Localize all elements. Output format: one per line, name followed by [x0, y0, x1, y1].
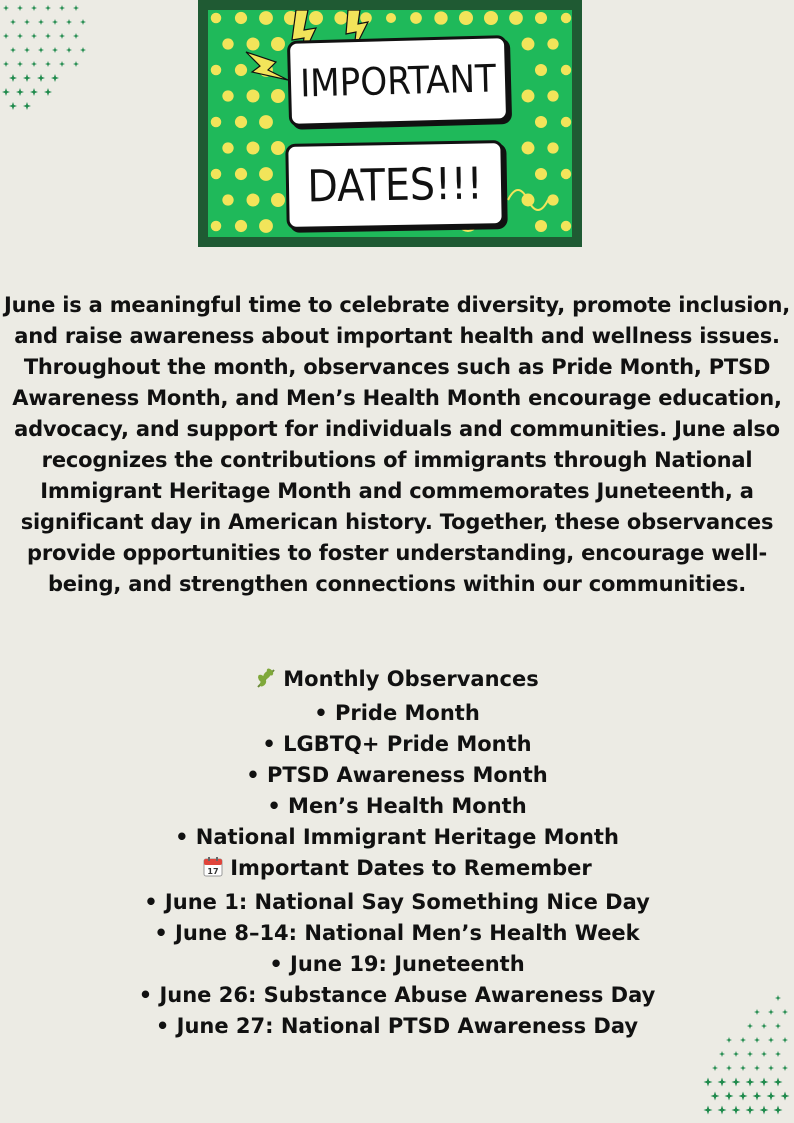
herb-icon: [255, 667, 277, 698]
halftone-dot: [211, 13, 222, 24]
list-item: • June 27: National PTSD Awareness Day: [155, 1014, 639, 1038]
sparkle-star: [16, 88, 24, 96]
halftone-dot: [309, 11, 323, 25]
sparkle-star: [747, 1051, 753, 1057]
halftone-dot: [535, 116, 547, 128]
sparkle-star: [704, 1106, 713, 1115]
halftone-dot: [547, 194, 558, 205]
calendar-icon: [202, 856, 224, 887]
halftone-dot: [247, 90, 260, 103]
halftone-dot: [211, 65, 222, 76]
sparkle-star: [767, 1092, 776, 1101]
halftone-dot: [561, 13, 571, 23]
halftone-dot: [535, 12, 547, 24]
sparkle-star: [38, 19, 44, 25]
sparkle-star: [73, 5, 79, 11]
list-item: • June 19: Juneteenth: [269, 952, 525, 976]
sparkle-star: [754, 1065, 760, 1071]
sparkle-star: [9, 102, 17, 110]
sparkle-icon: [0, 0, 90, 120]
sparkle-star: [17, 61, 23, 67]
sparkle-star: [31, 33, 37, 39]
observances-list: [0, 664, 794, 1042]
halftone-dot: [235, 12, 247, 24]
halftone-dot: [259, 219, 273, 233]
monthly-observances-heading: [0, 664, 794, 698]
sparkle-star: [740, 1065, 746, 1071]
sparkle-star: [17, 33, 23, 39]
sparkle-star: [739, 1092, 748, 1101]
halftone-dot: [271, 141, 285, 155]
sparkle-star: [23, 74, 31, 82]
halftone-dot: [271, 193, 285, 207]
list-item: • June 8–14: National Men’s Health Week: [154, 921, 640, 945]
sparkle-star: [37, 74, 45, 82]
halftone-dot: [247, 142, 260, 155]
halftone-dot: [535, 220, 547, 232]
halftone-dot: [522, 142, 535, 155]
halftone-dot: [484, 11, 498, 25]
sparkle-star: [782, 1065, 788, 1071]
sparkle-star: [51, 74, 59, 82]
intro-text: June is a meaningful time to celebrate diversity, promote inclusion, and raise awareness about important health and wellness issues. Throughout the month, observances such as Pride Month, PTSD Awareness Month, and Men’s Health Month encourage education, advocacy, and support for individuals and communities. June also recognizes the contributions of immigrants through National Immigrant Heritage Month and commemorates Juneteenth, a significant day in American history. Together, these observances provide opportunities to foster understanding, encourage well-being, and strengthen connections within our communities.: [3, 293, 791, 596]
sparkle-star: [718, 1078, 727, 1087]
halftone-dot: [459, 11, 473, 25]
halftone-dot: [410, 12, 422, 24]
halftone-dot: [247, 38, 260, 51]
banner-background: [208, 10, 572, 237]
list-item: • LGBTQ+ Pride Month: [262, 732, 532, 756]
list-item: • National Immigrant Heritage Month: [175, 825, 619, 849]
sparkle-star: [38, 47, 44, 53]
halftone-dot: [259, 11, 273, 25]
sparkle-star: [746, 1078, 755, 1087]
sparkle-star: [52, 47, 58, 53]
list-item: • Pride Month: [314, 701, 480, 725]
sparkle-star: [775, 1051, 781, 1057]
halftone-dot: [509, 11, 523, 25]
sparkle-star: [45, 61, 51, 67]
sparkle-star: [774, 1078, 783, 1087]
sparkle-star: [9, 74, 17, 82]
sparkle-star: [66, 47, 72, 53]
sparkle-star: [760, 1106, 769, 1115]
sparkle-star: [59, 5, 65, 11]
banner-title-line-1: IMPORTANT: [287, 35, 509, 127]
sparkle-star: [768, 1065, 774, 1071]
sparkle-star: [23, 102, 31, 110]
halftone-dot: [547, 90, 558, 101]
sparkle-star: [726, 1065, 732, 1071]
halftone-dot: [522, 38, 535, 51]
lightning-bolt-icon: [246, 52, 288, 80]
halftone-dot: [222, 194, 233, 205]
sparkle-star: [24, 19, 30, 25]
sparkle-star: [10, 19, 16, 25]
halftone-dot: [386, 13, 396, 23]
sparkle-star: [712, 1065, 718, 1071]
sparkle-star: [781, 1092, 790, 1101]
sparkle-star: [704, 1078, 713, 1087]
sparkle-star: [753, 1092, 762, 1101]
halftone-dot: [271, 37, 285, 51]
halftone-dot: [547, 142, 558, 153]
sparkle-star: [725, 1092, 734, 1101]
halftone-dot: [522, 90, 535, 103]
sparkle-star: [59, 33, 65, 39]
banner-title-line-2: DATES!!!: [285, 140, 504, 230]
sparkle-star: [80, 19, 86, 25]
halftone-dot: [222, 142, 233, 153]
sparkle-star: [52, 19, 58, 25]
sparkle-star: [73, 61, 79, 67]
halftone-dot: [235, 168, 247, 180]
halftone-dot: [434, 11, 447, 24]
halftone-dot: [561, 65, 571, 75]
sparkle-star: [732, 1106, 741, 1115]
halftone-dot: [271, 89, 285, 103]
halftone-dot: [561, 169, 571, 179]
important-dates-heading: [0, 853, 794, 887]
halftone-dot: [259, 115, 273, 129]
sparkle-star: [30, 88, 38, 96]
list-item: • Men’s Health Month: [267, 794, 527, 818]
halftone-dot: [334, 11, 347, 24]
halftone-dot: [561, 117, 571, 127]
sparkle-star: [760, 1078, 769, 1087]
list-item: • June 1: National Say Something Nice Day: [144, 890, 650, 914]
sparkle-star: [66, 19, 72, 25]
sparkle-star: [733, 1051, 739, 1057]
halftone-dot: [222, 90, 233, 101]
halftone-dot: [561, 221, 571, 231]
halftone-dot: [535, 168, 547, 180]
sparkle-star: [24, 47, 30, 53]
swirl-icon: [508, 190, 548, 210]
halftone-dot: [547, 38, 558, 49]
svg-text:17: 17: [207, 867, 219, 876]
sparkle-star: [45, 33, 51, 39]
sparkle-star: [73, 33, 79, 39]
sparkles-top-left: [0, 0, 90, 120]
sparkle-star: [45, 5, 51, 11]
sparkle-star: [3, 33, 9, 39]
halftone-dot: [211, 169, 222, 180]
halftone-dot: [235, 64, 247, 76]
important-dates-banner: [198, 0, 582, 247]
halftone-dot: [535, 64, 547, 76]
sparkle-star: [774, 1106, 783, 1115]
sparkle-star: [761, 1051, 767, 1057]
sparkle-star: [711, 1092, 720, 1101]
sparkle-star: [80, 47, 86, 53]
sparkle-star: [719, 1051, 725, 1057]
halftone-dot: [247, 194, 260, 207]
halftone-dot: [259, 167, 273, 181]
sparkle-star: [31, 5, 37, 11]
list-item: • PTSD Awareness Month: [246, 763, 548, 787]
sparkle-star: [718, 1106, 727, 1115]
sparkle-star: [2, 88, 10, 96]
halftone-dot: [235, 220, 247, 232]
halftone-dot: [211, 117, 222, 128]
sparkle-star: [10, 47, 16, 53]
list-item: • June 26: Substance Abuse Awareness Day: [138, 983, 656, 1007]
sparkle-star: [3, 5, 9, 11]
intro-paragraph: [0, 290, 794, 600]
sparkle-star: [3, 61, 9, 67]
sparkle-star: [17, 5, 23, 11]
halftone-dot: [211, 221, 222, 232]
dates-heading-text: Important Dates to Remember: [230, 856, 592, 880]
halftone-dot: [222, 38, 233, 49]
sparkle-star: [44, 88, 52, 96]
sparkle-star: [31, 61, 37, 67]
monthly-heading-text: Monthly Observances: [283, 667, 539, 691]
halftone-dot: [235, 116, 247, 128]
sparkle-star: [732, 1078, 741, 1087]
sparkle-star: [59, 61, 65, 67]
sparkle-star: [746, 1106, 755, 1115]
